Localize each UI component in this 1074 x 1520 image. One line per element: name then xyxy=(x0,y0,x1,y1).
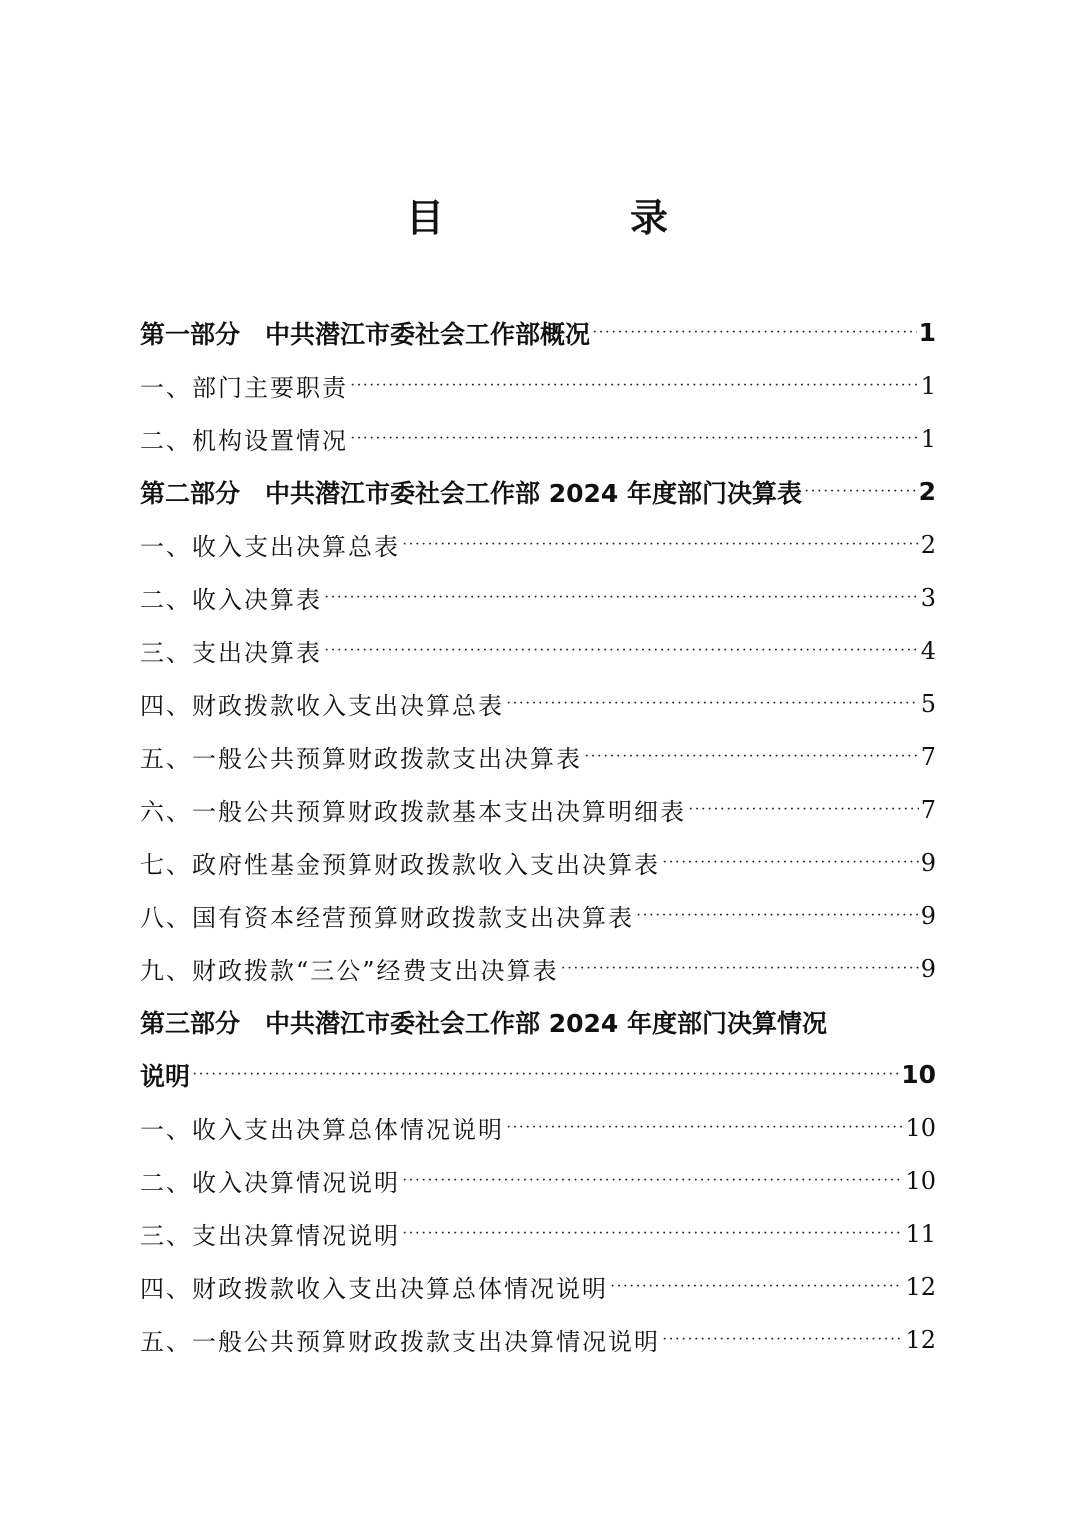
toc-page-number: 3 xyxy=(920,583,936,612)
toc-dot-leader xyxy=(592,306,917,359)
toc-entry-label: 说明 xyxy=(140,1061,191,1091)
toc-entry[interactable] xyxy=(140,995,936,1048)
toc-dot-leader xyxy=(610,1260,903,1313)
toc-page-number: 10 xyxy=(901,1060,936,1089)
toc-entry[interactable] xyxy=(140,571,936,624)
toc-entry-label: 四、财政拨款收入支出决算总表 xyxy=(140,692,504,720)
toc-dot-leader xyxy=(636,889,919,942)
toc-page-number: 11 xyxy=(905,1219,936,1248)
toc-page-number: 2 xyxy=(918,477,936,506)
toc-entry[interactable] xyxy=(140,730,936,783)
toc-entry[interactable] xyxy=(140,1313,936,1366)
toc-entry-label: 六、一般公共预算财政拨款基本支出决算明细表 xyxy=(140,798,686,826)
toc-entry-label: 一、部门主要职责 xyxy=(140,374,348,402)
toc-dot-leader xyxy=(324,624,919,677)
toc-dot-leader xyxy=(688,783,919,836)
toc-dot-leader xyxy=(324,571,919,624)
toc-entry-label: 第一部分 中共潜江市委社会工作部概况 xyxy=(140,319,591,349)
toc-page-number: 7 xyxy=(920,742,936,771)
toc-entry[interactable] xyxy=(140,836,936,889)
toc-dot-leader xyxy=(662,1313,903,1366)
toc-dot-leader xyxy=(402,1154,903,1207)
toc-entry-label: 第二部分 中共潜江市委社会工作部 2024 年度部门决算表 xyxy=(140,478,802,508)
toc-dot-leader xyxy=(506,677,919,730)
toc-dot-leader xyxy=(804,465,917,518)
toc-entry-label: 三、支出决算情况说明 xyxy=(140,1222,400,1250)
toc-entry[interactable] xyxy=(140,624,936,677)
toc-page-number: 12 xyxy=(905,1272,936,1301)
toc-title: 目 录 xyxy=(405,195,742,240)
toc-page-number: 1 xyxy=(918,318,936,347)
toc-page-number: 7 xyxy=(920,795,936,824)
toc-entry-label: 七、政府性基金预算财政拨款收入支出决算表 xyxy=(140,851,660,879)
toc-entry-label: 二、机构设置情况 xyxy=(140,427,348,455)
toc-entry[interactable] xyxy=(140,359,936,412)
toc-dot-leader xyxy=(584,730,919,783)
toc-page-number: 9 xyxy=(920,954,936,983)
toc-page-number: 4 xyxy=(920,636,936,665)
toc-entry-label: 八、国有资本经营预算财政拨款支出决算表 xyxy=(140,904,634,932)
toc-page-number: 10 xyxy=(905,1113,936,1142)
toc-dot-leader xyxy=(506,1101,903,1154)
toc-dot-leader xyxy=(350,359,919,412)
toc-dot-leader xyxy=(402,518,919,571)
toc-page-number: 10 xyxy=(905,1166,936,1195)
toc-entry[interactable] xyxy=(140,677,936,730)
toc-page-number: 12 xyxy=(905,1325,936,1354)
toc-entry-label: 一、收入支出决算总表 xyxy=(140,533,400,561)
toc-page-number: 1 xyxy=(920,371,936,400)
toc-entry[interactable] xyxy=(140,412,936,465)
toc-entry-label: 二、收入决算表 xyxy=(140,586,322,614)
toc-entry[interactable] xyxy=(140,465,936,518)
toc-entry-label: 五、一般公共预算财政拨款支出决算表 xyxy=(140,745,582,773)
toc-list xyxy=(140,306,936,1366)
toc-dot-leader xyxy=(662,836,919,889)
toc-entry-label: 九、财政拨款“三公”经费支出决算表 xyxy=(140,957,559,985)
toc-entry[interactable] xyxy=(140,1154,936,1207)
toc-entry[interactable] xyxy=(140,783,936,836)
toc-dot-leader xyxy=(402,1207,903,1260)
toc-entry-label: 五、一般公共预算财政拨款支出决算情况说明 xyxy=(140,1328,660,1356)
toc-page-number: 9 xyxy=(920,901,936,930)
toc-entry[interactable] xyxy=(140,1048,936,1101)
toc-entry[interactable] xyxy=(140,1101,936,1154)
toc-entry[interactable] xyxy=(140,306,936,359)
toc-entry-label: 二、收入决算情况说明 xyxy=(140,1169,400,1197)
toc-dot-leader xyxy=(192,1048,899,1101)
toc-dot-leader xyxy=(561,942,919,995)
toc-page-number: 5 xyxy=(920,689,936,718)
toc-entry-label: 四、财政拨款收入支出决算总体情况说明 xyxy=(140,1275,608,1303)
toc-page-number: 2 xyxy=(920,530,936,559)
toc-entry-label: 一、收入支出决算总体情况说明 xyxy=(140,1116,504,1144)
toc-entry-label: 第三部分 中共潜江市委社会工作部 2024 年度部门决算情况 xyxy=(140,1008,827,1038)
toc-page-number: 1 xyxy=(920,424,936,453)
toc-entry[interactable] xyxy=(140,1207,936,1260)
toc-dot-leader xyxy=(350,412,919,465)
toc-entry[interactable] xyxy=(140,1260,936,1313)
toc-entry[interactable] xyxy=(140,889,936,942)
toc-page-number: 9 xyxy=(920,848,936,877)
toc-entry[interactable] xyxy=(140,942,936,995)
toc-entry[interactable] xyxy=(140,518,936,571)
toc-entry-label: 三、支出决算表 xyxy=(140,639,322,667)
